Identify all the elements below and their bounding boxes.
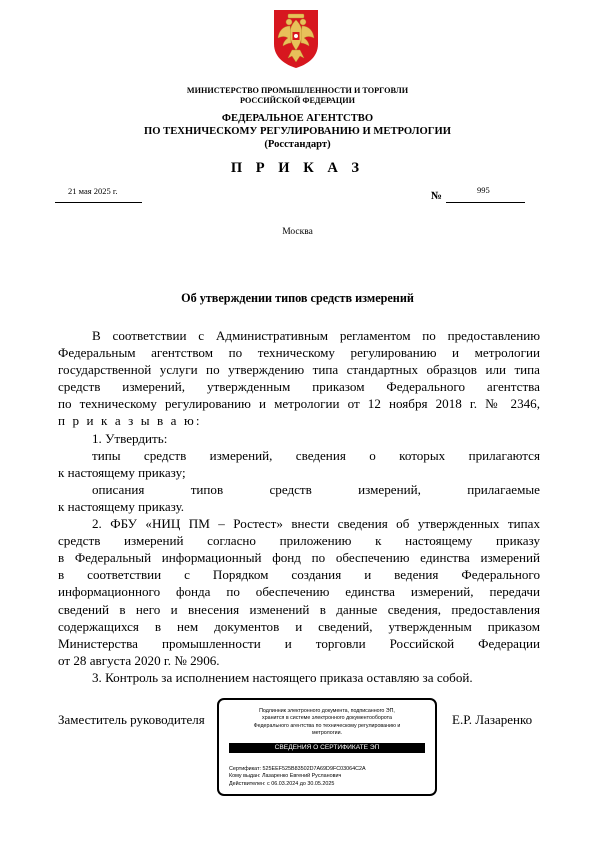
item-2-line: информационного фонда по обеспечению единства измерений, передачи — [58, 584, 540, 600]
paragraph-line: по техническому регулированию и метрологии от 12 ноября 2018 г. № 2346, — [58, 396, 540, 412]
item-1a-line: к настоящему приказу; — [58, 464, 186, 480]
stamp-certificate-bar: СВЕДЕНИЯ О СЕРТИФИКАТЕ ЭП — [229, 743, 425, 753]
document-type-title: П Р И К А З — [230, 160, 365, 176]
electronic-signature-stamp — [217, 698, 437, 796]
item-2-line: сведений в него и внесения изменений в данные сведения, предоставления — [58, 601, 540, 617]
number-sign: № — [431, 190, 443, 202]
item-2-line: Министерства промышленности и торговли Российской Федерации — [58, 635, 540, 651]
order-date: 21 мая 2025 г. — [68, 186, 118, 196]
paragraph-line: В соответствии с Административным регламентом по предоставлению — [92, 328, 540, 343]
item-1b-line: к настоящему приказу. — [58, 498, 185, 514]
item-2-line: средств измерений согласно приложению к настоящему приказу — [58, 533, 540, 549]
order-verb: п р и к а з ы в а ю: — [58, 413, 202, 429]
paragraph-line: средств измерений, утвержденным приказом Федерального агентства — [58, 379, 540, 395]
stamp-header-line: Федерального агентства по техническому регулированию и — [253, 722, 401, 729]
order-body — [58, 327, 540, 686]
date-underline — [55, 202, 142, 203]
ministry-name-line1: МИНИСТЕРСТВО ПРОМЫШЛЕННОСТИ И ТОРГОВЛИ — [186, 86, 409, 95]
stamp-certificate-details — [229, 766, 366, 788]
agency-name-line1: ФЕДЕРАЛЬНОЕ АГЕНТСТВО — [221, 113, 374, 124]
stamp-validity: Действителен: с 06.03.2024 до 30.05.2025 — [229, 780, 335, 787]
agency-name-line3: (Росстандарт) — [264, 139, 331, 150]
item-2-line: содержащихся в нем документов и сведений, утвержденным приказом — [58, 618, 540, 634]
signer-name: Е.Р. Лазаренко — [452, 712, 533, 727]
stamp-header-line: метрологии. — [311, 729, 343, 736]
russian-coat-of-arms-icon — [270, 8, 322, 70]
stamp-issued-to: Кому выдан: Лазаренко Евгений Русланович — [229, 773, 342, 780]
order-number: 995 — [477, 185, 490, 195]
order-subject: Об утверждении типов средств измерений — [181, 291, 414, 305]
number-underline — [446, 202, 525, 203]
paragraph-line: Федеральным агентством по техническому регулированию и метрологии — [58, 345, 540, 361]
item-1a-line: типы средств измерений, сведения о которых прилагаются — [92, 447, 540, 463]
agency-name-line2: ПО ТЕХНИЧЕСКОМУ РЕГУЛИРОВАНИЮ И МЕТРОЛОГИИ — [144, 126, 451, 137]
stamp-certificate-id: Сертификат: 525EEF525B83502D7A69D9FC03064C2A — [229, 766, 366, 772]
item-1b-line: описания типов средств измерений, прилагаемые — [92, 481, 540, 497]
item-2-line: 2. ФБУ «НИЦ ПМ – Ростест» внести сведения об утвержденных типах — [92, 516, 540, 532]
item-2-line: в соответствии с Порядком создания и ведения Федерального — [58, 567, 540, 583]
item-1: 1. Утвердить: — [92, 430, 168, 446]
stamp-header-line: Подлинник электронного документа, подписанного ЭП, — [259, 708, 395, 714]
item-2-line: от 28 августа 2020 г. № 2906. — [58, 652, 220, 668]
ministry-name-line2: РОССИЙСКОЙ ФЕДЕРАЦИИ — [240, 96, 355, 105]
stamp-header-line: хранится в системе электронного документооборота — [262, 715, 392, 722]
paragraph-line: государственной услуги по утверждению типа стандартных образцов или типа — [58, 362, 540, 378]
city-name: Москва — [282, 227, 313, 237]
item-2-line: в Федеральный информационный фонд по обеспечению единства измерений — [58, 550, 540, 566]
signer-position: Заместитель руководителя — [58, 712, 205, 727]
item-3: 3. Контроль за исполнением настоящего приказа оставляю за собой. — [92, 669, 473, 685]
stamp-header — [223, 708, 431, 737]
